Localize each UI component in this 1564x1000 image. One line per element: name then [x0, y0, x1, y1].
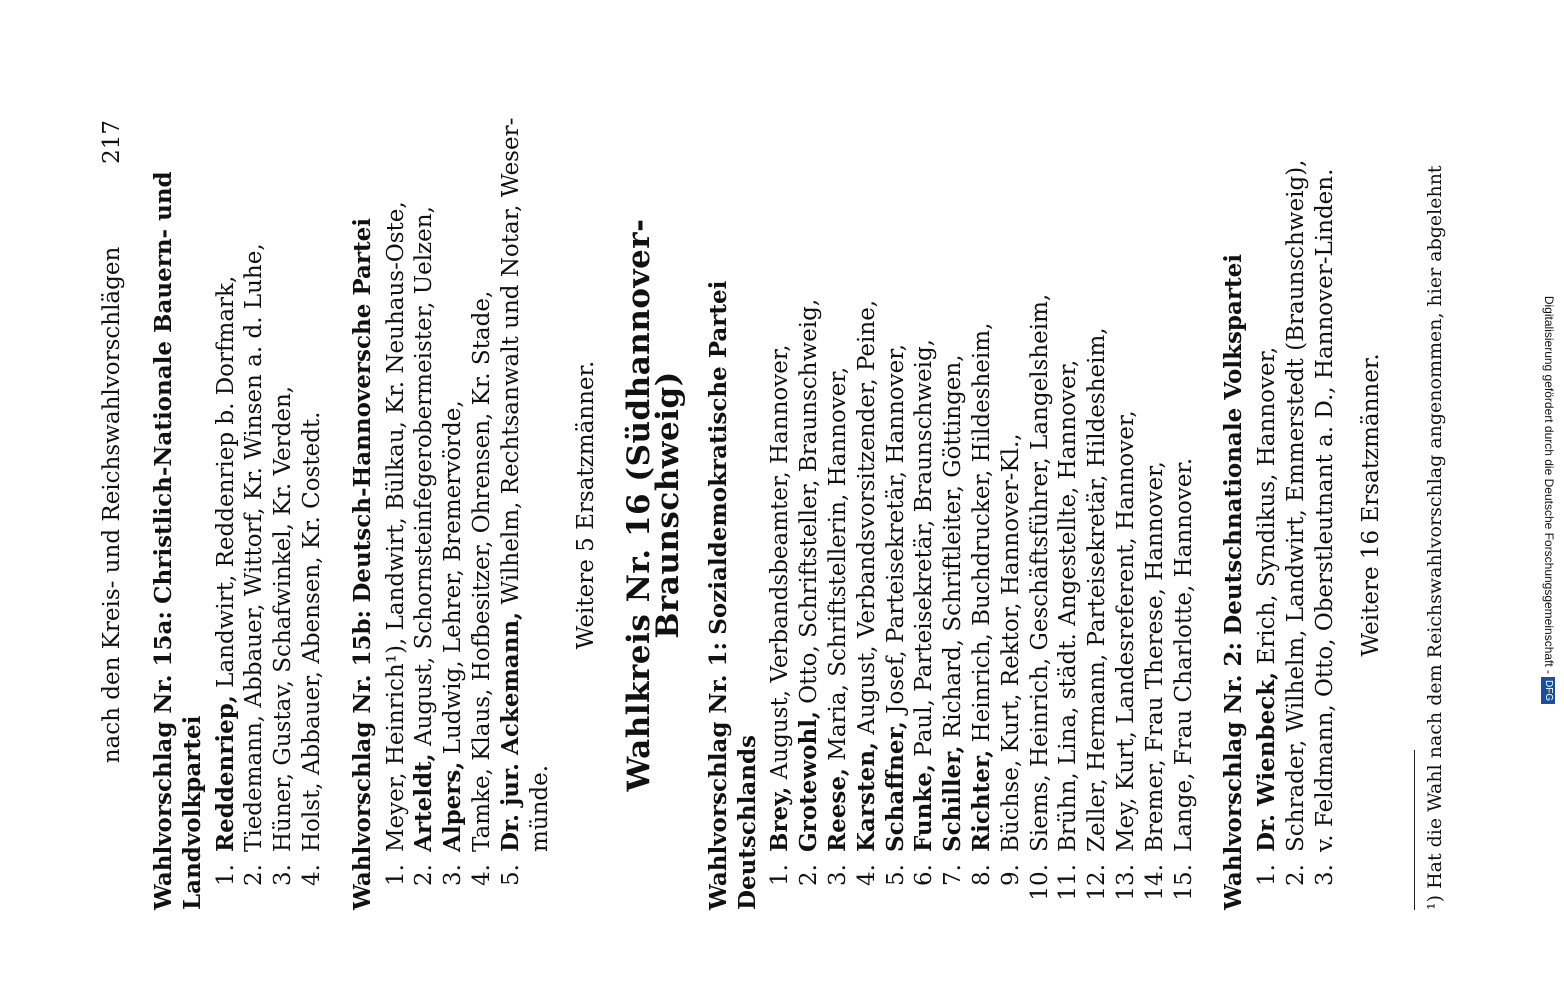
candidate-details: Schrader, Wilhelm, Landwirt, Emmerstedt (Braunschweig), — [1282, 159, 1309, 852]
candidate-row — [968, 100, 997, 910]
candidate-details: Wilhelm, Rechtsanwalt und Notar, Weser- — [497, 117, 524, 605]
candidate-name: Alpers, — [439, 761, 467, 852]
candidate-row — [1253, 100, 1282, 910]
running-head-text: nach den Kreis- und Reichswahlvorschlägen — [99, 246, 125, 764]
candidate-details: Josef, Parteisekretär, Hannover, — [882, 343, 909, 714]
candidate-number: 4. — [298, 864, 325, 886]
candidate-name: Karsten, — [852, 742, 880, 852]
candidate-details: Brühn, Lina, städt. Angestellte, Hannover, — [1055, 359, 1082, 852]
candidate-number: 3. — [270, 864, 297, 886]
candidate-row — [1170, 100, 1199, 910]
candidate-number: 5. — [497, 864, 524, 886]
candidate-details: Bremer, Frau Therese, Hannover, — [1141, 461, 1168, 852]
candidate-row — [1083, 100, 1112, 910]
candidate-number: 3. — [440, 864, 467, 886]
candidate-details: Holst, Abbauer, Abensen, Kr. Costedt. — [298, 411, 325, 852]
candidate-number: 4. — [853, 864, 880, 886]
candidate-text — [824, 100, 853, 852]
candidate-row — [298, 100, 327, 910]
party-name: Deutsch-Hannoversche Partei — [348, 217, 376, 603]
candidate-details: Siems, Heinrich, Geschäftsführer, Langelsheim, — [1026, 293, 1053, 852]
substitutes-note: Weitere 5 Ersatzmänner. — [573, 360, 600, 650]
candidate-details: August, Schornsteinfegerobermeister, Uelzen, — [411, 206, 438, 747]
candidate-number: 1. — [767, 864, 794, 886]
candidate-text — [1311, 100, 1340, 852]
candidate-details: Mey, Kurt, Landesreferent, Hannover, — [1112, 410, 1139, 852]
candidate-text — [766, 100, 795, 852]
candidate-number: 13. — [1112, 864, 1139, 901]
candidate-text — [240, 100, 269, 852]
credit-text: Digitalisierung gefördert durch die Deutsche Forschungsgemeinschaft - — [1542, 295, 1556, 675]
party-name: Sozialdemokratische Partei Deutschlands — [704, 280, 761, 910]
candidate-text — [910, 100, 939, 852]
candidate-row — [939, 100, 968, 910]
candidate-row — [1112, 100, 1141, 910]
candidate-text — [269, 100, 298, 852]
candidate-number: 3. — [824, 864, 851, 886]
district-heading: Wahlkreis Nr. 16 (Südhannover-Braunschweig) — [621, 218, 686, 792]
candidate-row — [212, 100, 241, 910]
candidate-number: 6. — [911, 864, 938, 886]
party-name: Christlich-Nationale Bauern- und Landvolkpartei — [150, 171, 206, 910]
candidate-number: 4. — [468, 864, 495, 886]
candidate-number: 1. — [382, 864, 409, 886]
candidate-name: Schiller, — [939, 745, 967, 852]
candidate-text — [1112, 100, 1141, 852]
candidate-text — [997, 100, 1026, 852]
dfg-logo: DFG — [1541, 677, 1555, 704]
proposal-label: Wahlvorschlag Nr. 1: — [704, 642, 732, 910]
candidate-row — [410, 100, 439, 910]
candidate-number: 11. — [1055, 864, 1082, 901]
candidate-row — [269, 100, 298, 910]
candidate-text — [853, 100, 882, 852]
candidate-text — [298, 100, 327, 852]
candidate-details: Paul, Parteisekretär, Braunschweig, — [911, 339, 938, 757]
candidate-details: Maria, Schriftstellerin, Hannover, — [824, 366, 851, 761]
candidate-text — [882, 100, 911, 852]
candidate-number: 12. — [1084, 864, 1111, 901]
candidate-details: Tamke, Klaus, Hofbesitzer, Ohrensen, Kr. Stade, — [468, 290, 495, 852]
proposal-label: Wahlvorschlag Nr. 15b: — [348, 609, 376, 910]
candidate-row — [1282, 100, 1311, 910]
candidate-text — [1141, 100, 1170, 852]
proposal-heading — [150, 100, 208, 910]
candidate-row — [882, 100, 911, 910]
candidate-row — [240, 100, 269, 910]
candidate-number: 15. — [1170, 864, 1197, 901]
candidate-text — [439, 100, 468, 852]
candidate-details: Tiedemann, Abbauer, Wittorf, Kr. Winsen a. d. Luhe, — [241, 243, 268, 852]
candidate-text — [410, 100, 439, 852]
footnote: ¹) Hat die Wahl nach dem Reichswahlvorschlag angenommen, hier abgelehnt — [1424, 165, 1447, 910]
candidate-name: Grotewohl, — [795, 711, 823, 852]
candidate-details: Lange, Frau Charlotte, Hannover. — [1170, 457, 1197, 852]
candidate-details: Meyer, Heinrich¹), Landwirt, Bülkau, Kr. Neuhaus-Oste, — [382, 201, 409, 852]
candidate-number: 8. — [968, 864, 995, 886]
candidate-text — [939, 100, 968, 852]
candidate-details: August, Verbandsbeamter, Hannover, — [767, 344, 794, 780]
party-name: Deutschnationale Volkspartei — [1220, 253, 1248, 635]
candidate-text — [1026, 100, 1055, 852]
candidate-text — [1170, 100, 1199, 852]
candidate-number: 14. — [1141, 864, 1168, 901]
candidate-text — [382, 100, 411, 852]
digitization-credit — [1538, 0, 1560, 1000]
candidate-number: 3. — [1311, 864, 1338, 886]
candidate-details: Landwirt, Reddenriep b. Dorfmark, — [212, 275, 239, 688]
candidate-text — [1282, 100, 1311, 852]
candidate-row — [795, 100, 824, 910]
candidate-text — [795, 100, 824, 852]
candidate-row — [766, 100, 795, 910]
candidate-number: 5. — [882, 864, 909, 886]
candidate-name: Funke, — [910, 764, 938, 852]
candidate-name: Schaffner, — [881, 721, 909, 852]
candidate-name: Dr. jur. Ackemann, — [496, 611, 524, 852]
proposal-heading — [349, 100, 378, 910]
candidate-text — [212, 100, 241, 852]
candidate-text — [1083, 100, 1112, 852]
candidate-row — [910, 100, 939, 910]
proposal-label: Wahlvorschlag Nr. 15a: — [150, 611, 177, 910]
candidate-text — [1253, 100, 1282, 852]
candidate-number: 2. — [411, 864, 438, 886]
candidate-row — [1141, 100, 1170, 910]
candidate-name: Reese, — [823, 768, 851, 852]
candidate-text — [497, 100, 526, 852]
candidate-details: Richard, Schriftleiter, Göttingen, — [940, 354, 967, 739]
candidate-row — [997, 100, 1026, 910]
candidate-text — [468, 100, 497, 852]
candidate-details: Zeller, Hermann, Parteisekretär, Hildesheim, — [1084, 327, 1111, 852]
candidate-number: 2. — [796, 864, 823, 886]
candidate-name: Brey, — [766, 786, 794, 852]
candidate-name: Arteldt, — [410, 753, 438, 852]
candidate-row — [853, 100, 882, 910]
district-16-proposals — [705, 100, 1387, 910]
candidate-details: Otto, Schriftsteller, Braunschweig, — [796, 298, 823, 704]
candidate-row — [468, 100, 497, 910]
proposal-heading — [705, 100, 763, 910]
candidate-row — [382, 100, 411, 910]
candidate-number: 9. — [997, 864, 1024, 886]
proposal-label: Wahlvorschlag Nr. 2: — [1220, 642, 1248, 910]
footnote-rule — [1414, 750, 1415, 910]
candidate-name: Reddenriep, — [211, 695, 239, 852]
candidate-number: 2. — [241, 864, 268, 886]
page-content — [98, 100, 1450, 910]
candidate-details: Erich, Syndikus, Hannover, — [1254, 346, 1281, 665]
candidate-name: Richter, — [967, 749, 995, 852]
candidate-number: 10. — [1026, 864, 1053, 901]
candidate-details: Hüner, Gustav, Schafwinkel, Kr. Verden, — [270, 385, 297, 852]
page-number: 217 — [99, 120, 125, 164]
candidate-number: 1. — [1254, 864, 1281, 886]
candidate-row — [497, 100, 526, 910]
candidate-row — [1054, 100, 1083, 910]
proposal-heading — [1220, 100, 1249, 910]
candidate-number: 2. — [1282, 864, 1309, 886]
running-head — [98, 100, 128, 910]
candidate-row — [824, 100, 853, 910]
candidate-details: Büchse, Kurt, Rektor, Hannover-Kl., — [997, 433, 1024, 852]
candidate-row — [439, 100, 468, 910]
candidate-continuation: münde. — [526, 764, 553, 852]
candidate-text — [968, 100, 997, 852]
candidate-name: Dr. Wienbeck, — [1253, 671, 1281, 852]
candidate-number: 7. — [940, 864, 967, 886]
substitutes-note: Weitere 16 Ersatzmänner. — [1358, 353, 1385, 657]
candidate-details: Heinrich, Buchdrucker, Hildesheim, — [968, 322, 995, 743]
candidate-details: August, Verbandsvorsitzender, Peine, — [853, 299, 880, 735]
candidate-details: v. Feldmann, Otto, Oberstleutnant a. D., Hannover-Linden. — [1311, 168, 1338, 852]
candidate-text — [1054, 100, 1083, 852]
candidate-row — [1311, 100, 1340, 910]
candidate-details: Ludwig, Lehrer, Bremervörde, — [440, 400, 467, 755]
district-15-proposals — [150, 100, 601, 910]
candidate-row — [1026, 100, 1055, 910]
candidate-number: 1. — [212, 864, 239, 886]
